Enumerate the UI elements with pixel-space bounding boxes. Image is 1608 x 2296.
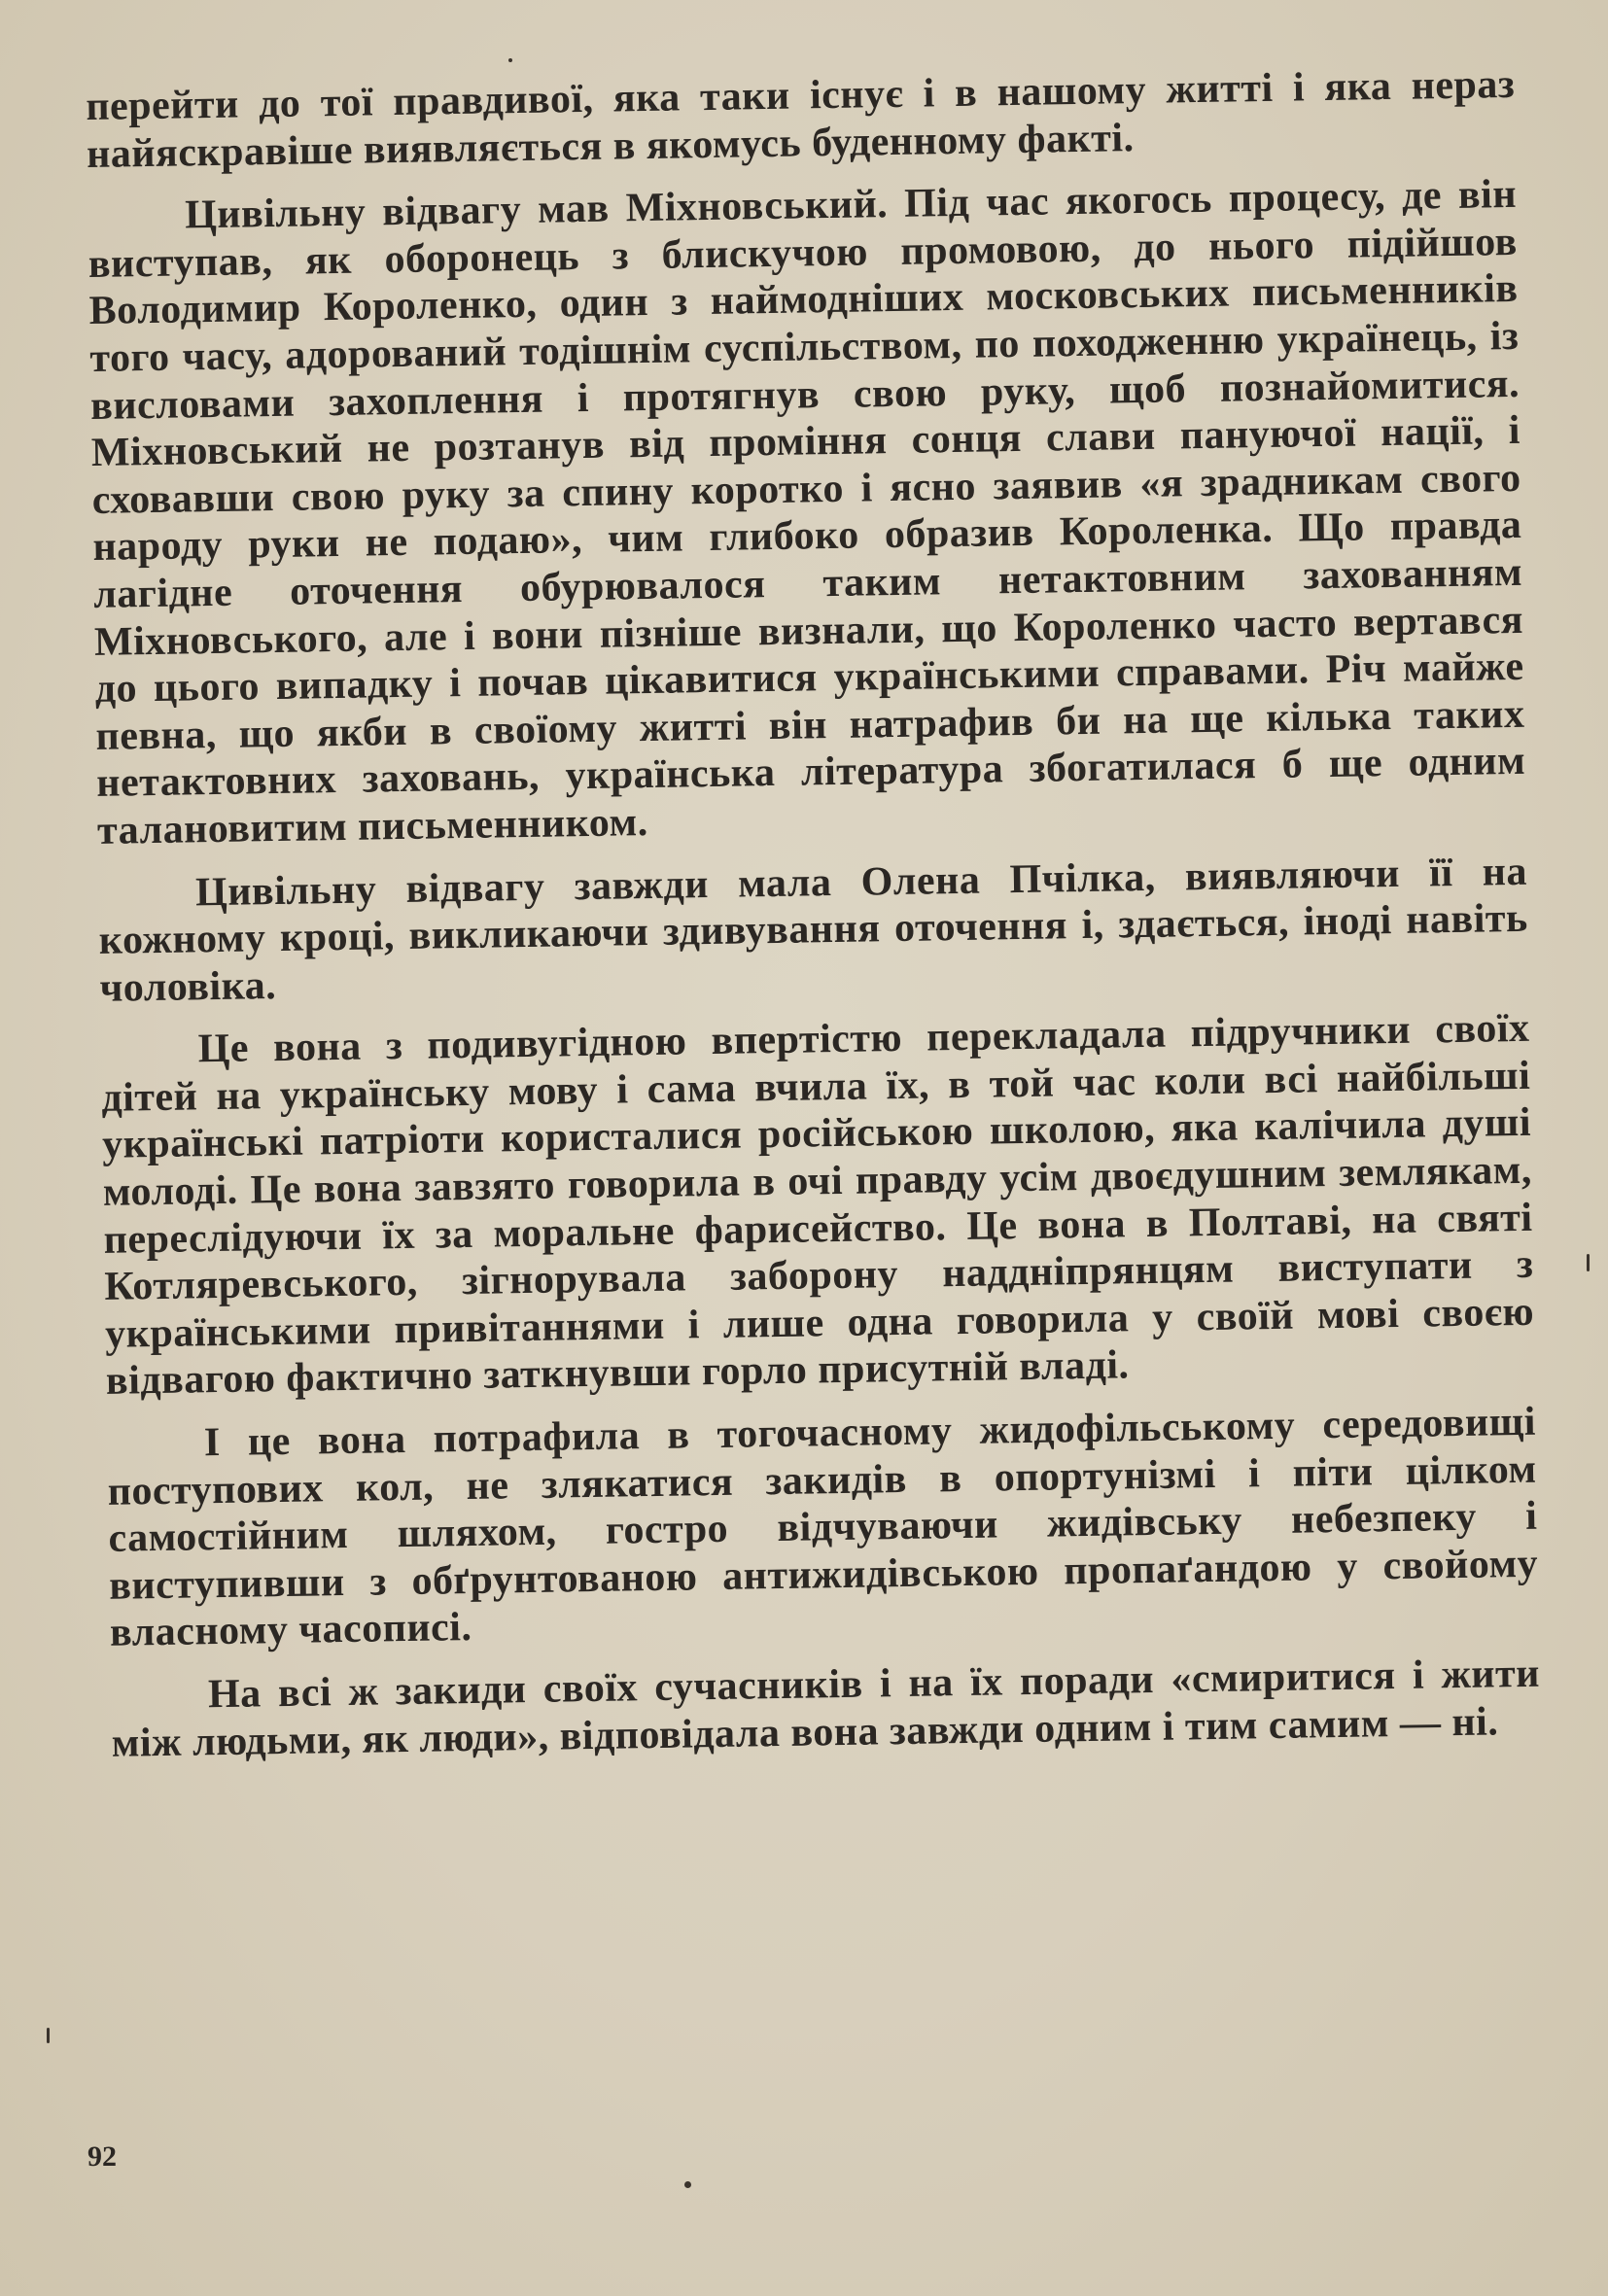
paragraph-5: І це вона потрафила в тогочасному жидофільському середовищі поступових кол, не злякатися закидів в опортунізмі і піти цілком самостійним шляхом, гостро відчуваючи жидівську небезпеку і виступивши з обґрунтованою антижидівською пропаґандою у свойому власному часописі. — [107, 1399, 1539, 1656]
paragraph-2: Цивільну відвагу мав Міхновський. Під час якогось процесу, де він виступав, як оборонець з блискучою промовою, до нього підійшов Володимир Короленко, один з наймодніших московських письменників того часу, адорований тодішнім суспільством, по походженню українець, із висловами захоплення і протягнув свою руку, щоб познайомитися. Міхновський не розтанув від проміння сонця слави пануючої нації, і сховавши свою руку за спину коротко і ясно заявив «я зрадникам свого народу руки не подаю», чим глибоко образив Короленка. Що правда лагідне оточення обурювалося таким нетактовним захованням Міхновського, але і вони пізніше визнали, що Короленко часто вертався до цього випадку і почав цікавитися українськими справами. Річ майже певна, що якби в своїому житті він натрафив би на ще кілька таких нетактовних заховань, українська література збогатилася б ще одним талановитим письменником. — [87, 172, 1526, 853]
ink-speck — [47, 2028, 50, 2043]
paragraph-3: Цивільну відвагу завжди мала Олена Пчілка, виявляючи її на кожному кроці, викликаючи здивування оточення і, здається, іноді навіть чоловіка. — [98, 849, 1529, 1011]
ink-speck — [508, 58, 512, 62]
page-number: 92 — [87, 2140, 117, 2173]
page-text — [86, 61, 1541, 1783]
paragraph-6: На всі ж закиди своїх сучасників і на їх поради «смиритися і жити між людьми, як люди», відповідала вона завжди одним і тим самим — ні. — [111, 1651, 1541, 1766]
paragraph-4: Це вона з подивугідною впертістю перекладала підручники своїх дітей на українську мову і сама вчила їх, в той час коли всі найбільші українські патріоти користалися російською школою, яка калічила душі молоді. Це вона завзято говорила в очі правду усім двоєдушним землякам, переслідуючи їх за моральне фарисейство. Це вона в Полтаві, на святі Котляревського, зігнорувала заборону наддніпрянцям виступати з українськими привітаннями і лише одна говорила у своїй мові своєю відвагою фактично заткнувши горло присутній владі. — [101, 1006, 1535, 1405]
ink-speck — [1587, 1254, 1590, 1271]
ink-speck — [684, 2181, 691, 2188]
paragraph-1: перейти до тої правдивої, яка таки існує і в нашому житті і яка нераз найяскравіше виявляється в якомусь буденному факті. — [86, 61, 1516, 177]
